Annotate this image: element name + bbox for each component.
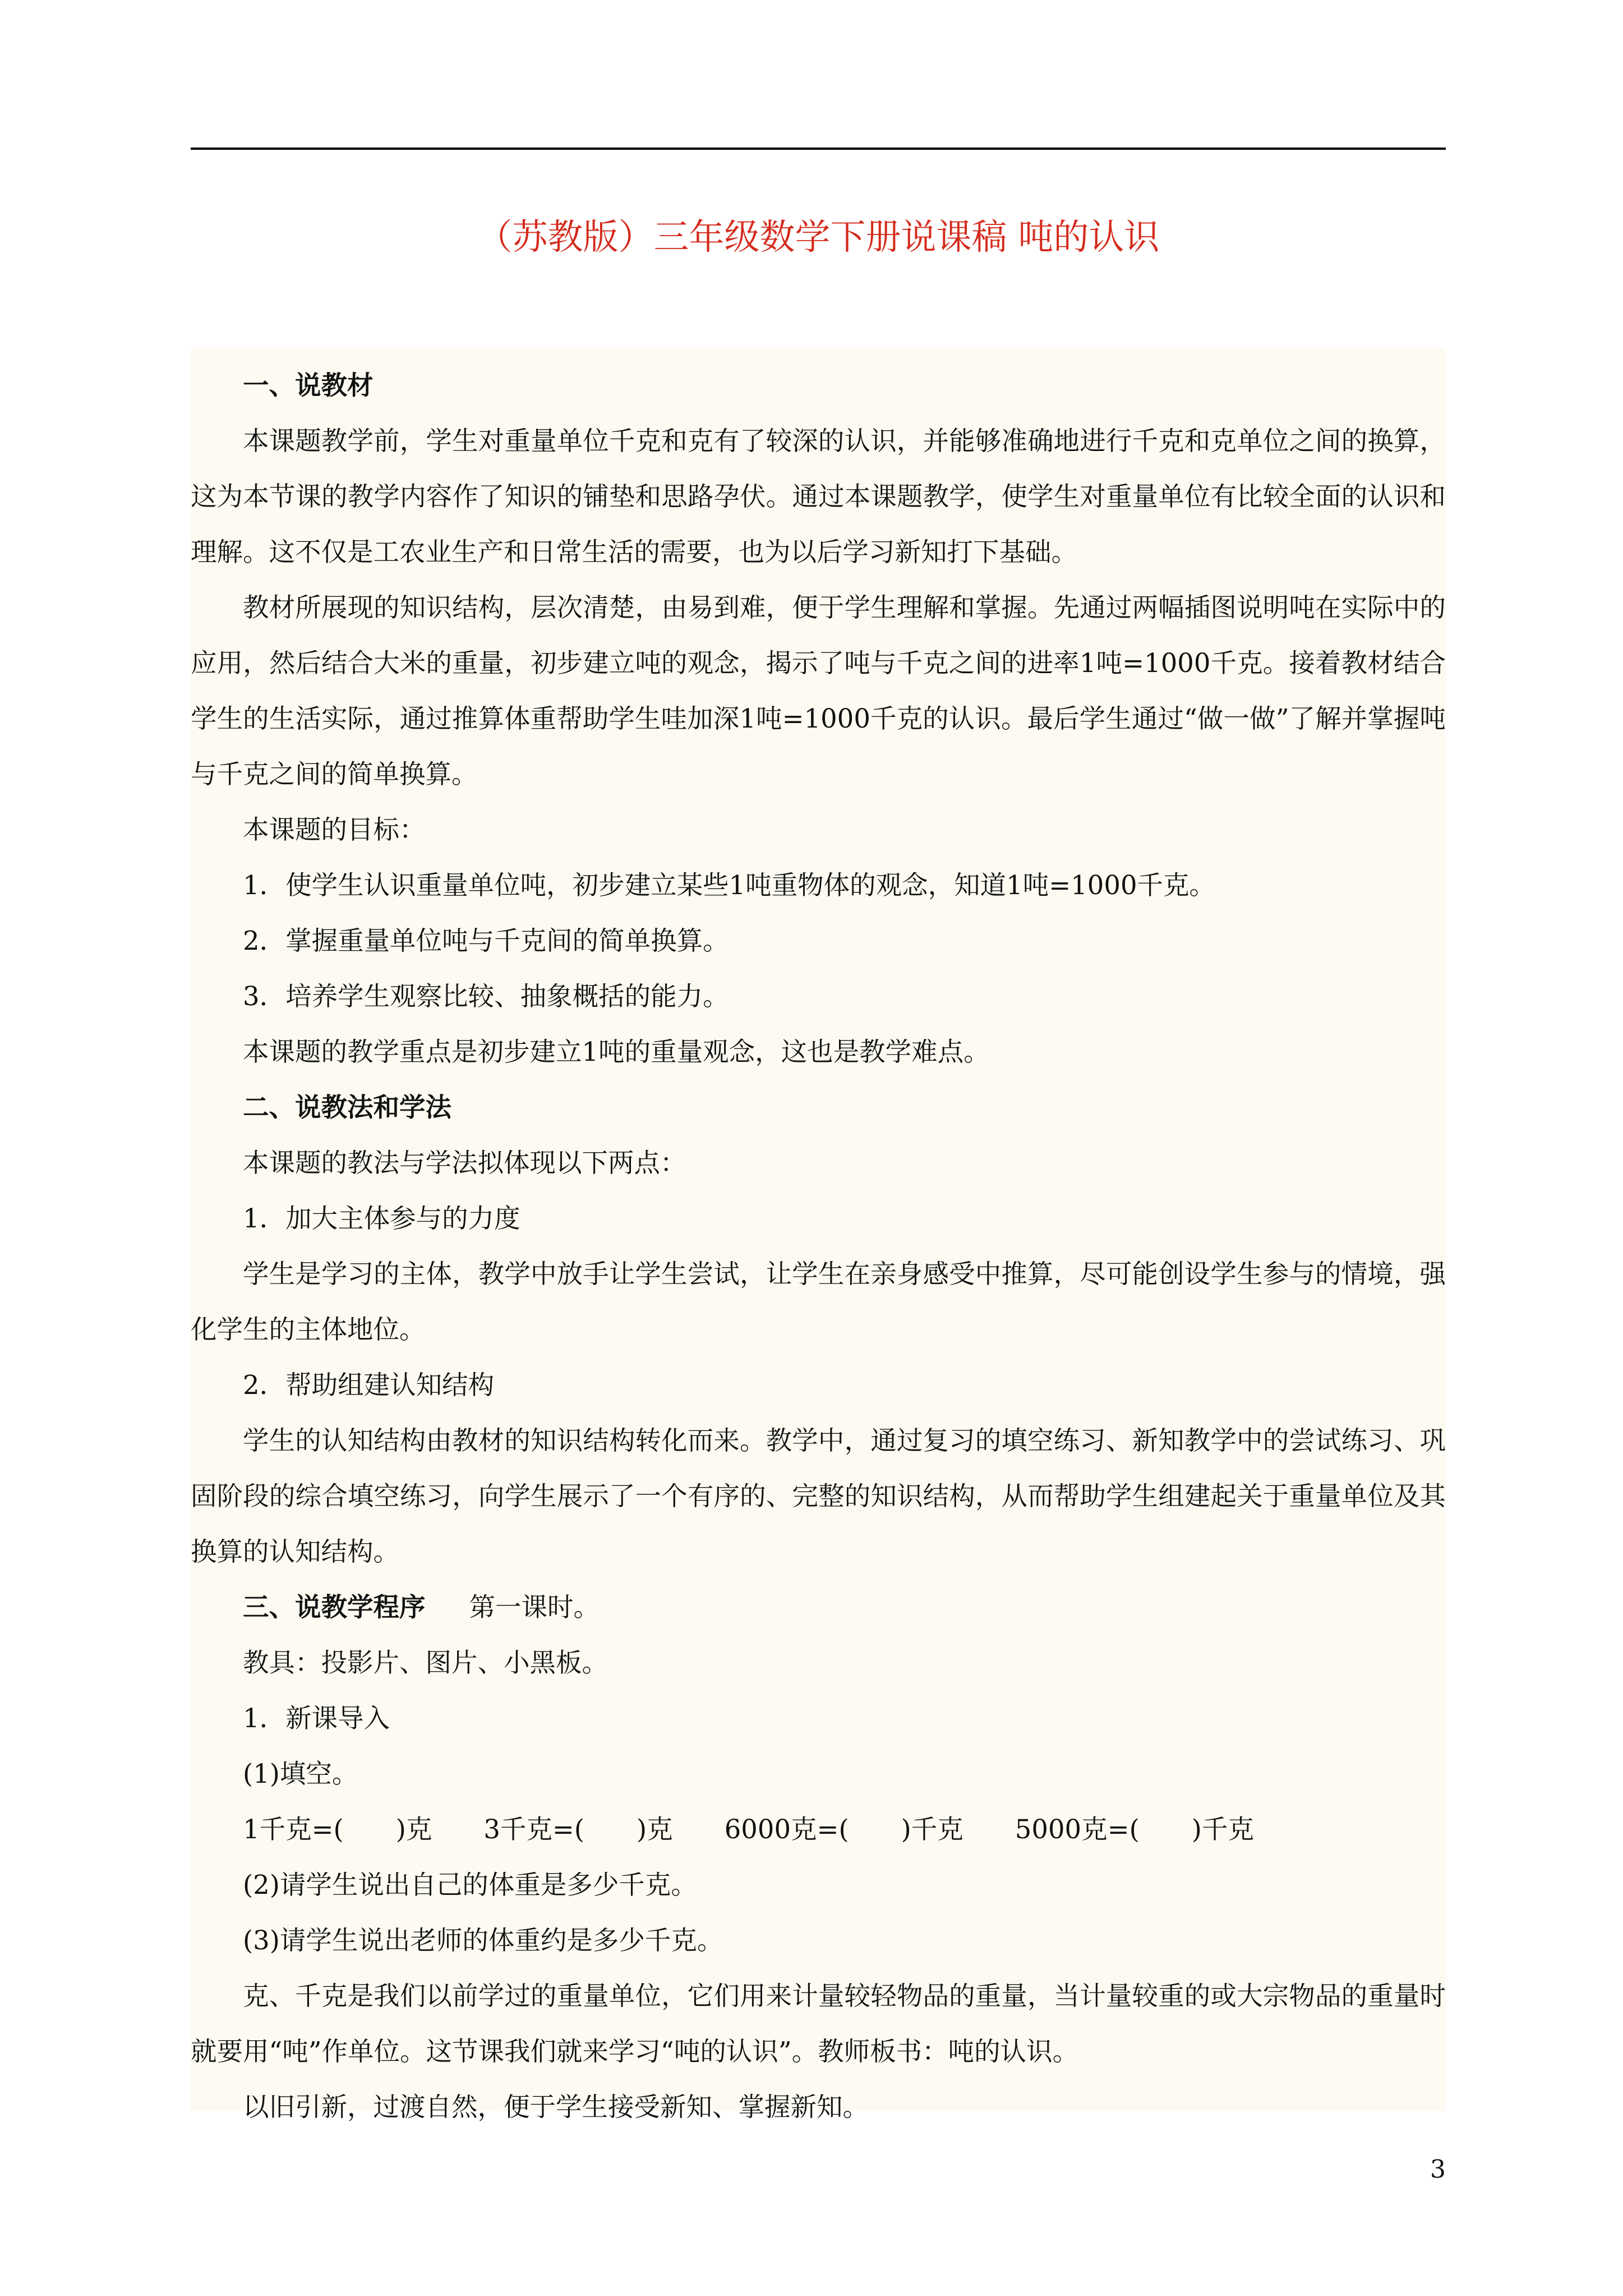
- header-rule: [191, 148, 1446, 150]
- method-point-body: 学生的认知结构由教材的知识结构转化而来。教学中，通过复习的填空练习、新知教学中的尝试练习、巩固阶段的综合填空练习，向学生展示了一个有序的、完整的知识结构，从而帮助学生组建起关于重量单位及其换算的认知结构。: [191, 1425, 1446, 1567]
- paragraph-prior-knowledge: 本课题教学前，学生对重量单位千克和克有了较深的认识，并能够准确地进行千克和克单位之间的换算，这为本节课的教学内容作了知识的铺垫和思路孕伏。通过本课题教学，使学生对重量单位有比较全面的认识和理解。这不仅是工农业生产和日常生活的需要，也为以后学习新知打下基础。: [191, 426, 1446, 567]
- method-point-title: 2．帮助组建认知结构: [243, 1370, 495, 1400]
- fill-in-item: 3千克=( )克: [483, 1814, 673, 1844]
- goals-intro: 本课题的目标：: [243, 815, 426, 845]
- section-heading-procedure: 三、说教学程序: [243, 1592, 426, 1622]
- step-title: 1．新课导入: [243, 1703, 390, 1733]
- document-body: [191, 358, 1446, 2135]
- section-heading-teaching-material: 一、说教材: [243, 370, 374, 401]
- methods-intro: 本课题的教法与学法拟体现以下两点：: [243, 1148, 686, 1178]
- page-number: 3: [1430, 2155, 1446, 2184]
- paragraph-transition: 以旧引新，过渡自然，便于学生接受新知、掌握新知。: [243, 2092, 869, 2122]
- method-point-body: 学生是学习的主体，教学中放手让学生尝试，让学生在亲身感受中推算，尽可能创设学生参与的情境，强化学生的主体地位。: [191, 1259, 1446, 1345]
- fill-in-item: 5000克=( )千克: [1015, 1814, 1254, 1844]
- key-point: 本课题的教学重点是初步建立1吨的重量观念，这也是教学难点。: [243, 1037, 990, 1067]
- fill-in-exercises: [191, 1802, 1446, 1857]
- method-point-title: 1．加大主体参与的力度: [243, 1203, 520, 1234]
- question-teacher-weight: (3)请学生说出老师的体重约是多少千克。: [243, 1925, 723, 1955]
- goal-item: 3．培养学生观察比较、抽象概括的能力。: [243, 981, 729, 1011]
- paragraph-knowledge-structure: 教材所展现的知识结构，层次清楚，由易到难，便于学生理解和掌握。先通过两幅插图说明吨在实际中的应用，然后结合大米的重量，初步建立吨的观念，揭示了吨与千克之间的进率1吨=1000千克。接着教材结合学生的生活实际，通过推算体重帮助学生哇加深1吨=1000千克的认识。最后学生通过“做一做”了解并掌握吨与千克之间的简单换算。: [191, 592, 1446, 789]
- fill-in-item: 1千克=( )克: [243, 1814, 432, 1844]
- document-title: （苏教版）三年级数学下册说课稿 吨的认识: [477, 217, 1160, 257]
- goal-item: 1．使学生认识重量单位吨，初步建立某些1吨重物体的观念，知道1吨=1000千克。: [243, 870, 1216, 900]
- teaching-tools: 教具：投影片、图片、小黑板。: [243, 1648, 608, 1678]
- paragraph-units: 克、千克是我们以前学过的重量单位，它们用来计量较轻物品的重量，当计量较重的或大宗物品的重量时就要用“吨”作单位。这节课我们就来学习“吨的认识”。教师板书：吨的认识。: [191, 1981, 1446, 2067]
- goal-item: 2．掌握重量单位吨与千克间的简单换算。: [243, 926, 729, 956]
- question-own-weight: (2)请学生说出自己的体重是多少千克。: [243, 1870, 697, 1900]
- lesson-label: 第一课时。: [469, 1592, 600, 1622]
- section-heading-methods: 二、说教法和学法: [243, 1092, 451, 1122]
- section-heading-row: [191, 1580, 1446, 1635]
- fill-in-item: 6000克=( )千克: [724, 1814, 963, 1844]
- fill-in-intro: (1)填空。: [243, 1759, 358, 1789]
